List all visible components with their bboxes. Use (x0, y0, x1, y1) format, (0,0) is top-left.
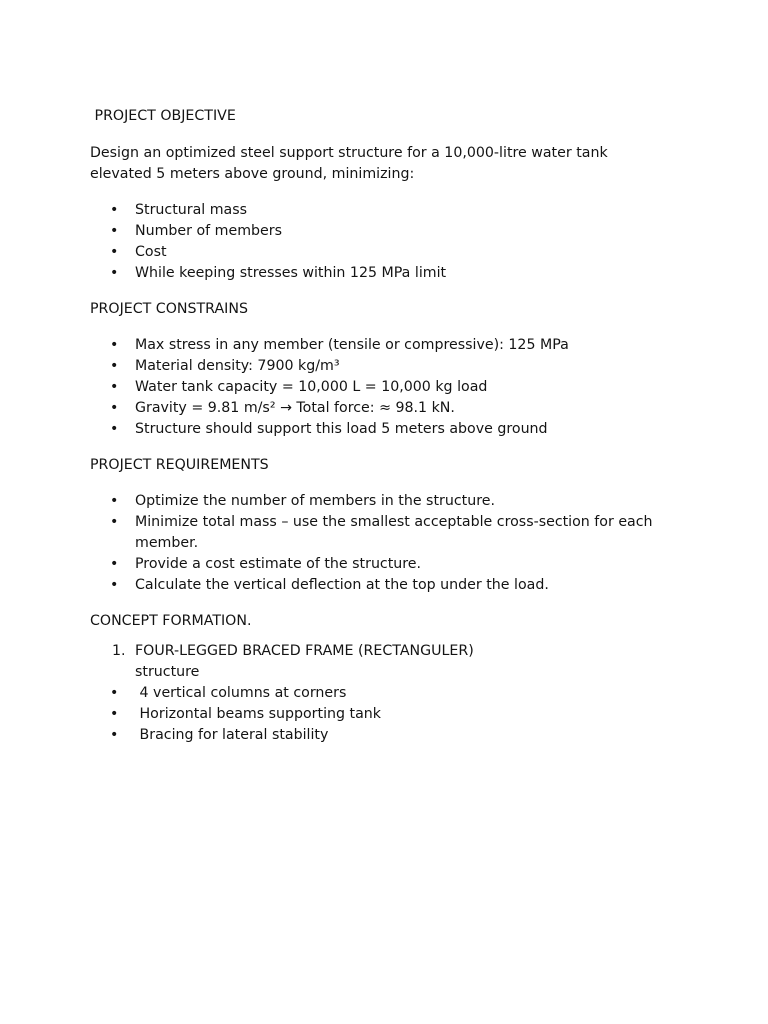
list-item (90, 554, 690, 575)
bullet-icon: • (110, 202, 119, 218)
constrains-heading: PROJECT CONSTRAINS (90, 301, 248, 317)
document-body (90, 106, 690, 746)
bullet-icon: • (110, 400, 119, 416)
list-item (90, 725, 690, 746)
list-item-text: 4 vertical columns at corners (135, 685, 347, 701)
bullet-icon: • (110, 556, 119, 572)
list-item (90, 377, 690, 398)
objective-bullet-list (90, 200, 690, 284)
bullet-icon: • (110, 358, 119, 374)
list-item-text: Provide a cost estimate of the structure. (135, 556, 422, 572)
list-item-text: Cost (135, 244, 167, 260)
list-item-text: Gravity = 9.81 m/s² → Total force: ≈ 98.1 kN. (135, 400, 455, 416)
list-item-text: Material density: 7900 kg/m³ (135, 358, 340, 374)
bullet-icon: • (110, 493, 119, 509)
concept-numbered-list (90, 641, 690, 683)
bullet-icon: • (110, 421, 119, 437)
bullet-icon: • (110, 265, 119, 281)
list-item-text: While keeping stresses within 125 MPa limit (135, 265, 447, 281)
concept-bullet-list (90, 683, 690, 746)
list-item (90, 335, 690, 356)
list-item (90, 200, 690, 221)
bullet-icon: • (110, 223, 119, 239)
bullet-icon: • (110, 514, 119, 530)
list-item (90, 512, 660, 554)
list-item-text: Structure should support this load 5 meters above ground (135, 421, 548, 437)
list-item (90, 704, 690, 725)
list-item (90, 221, 690, 242)
list-item-text: FOUR-LEGGED BRACED FRAME (RECTANGULER) structure (135, 643, 474, 680)
list-item (90, 683, 690, 704)
bullet-icon: • (110, 685, 119, 701)
list-number: 1. (112, 643, 126, 659)
list-item (90, 491, 690, 512)
requirements-heading: PROJECT REQUIREMENTS (90, 457, 269, 473)
list-item-text: Bracing for lateral stability (135, 727, 329, 743)
list-item-text: Structural mass (135, 202, 248, 218)
objective-heading: PROJECT OBJECTIVE (90, 108, 236, 124)
list-item (90, 419, 690, 440)
bullet-icon: • (110, 577, 119, 593)
objective-paragraph: Design an optimized steel support structure for a 10,000-litre water tank elevated 5 meters above ground, minimizing: (90, 145, 608, 182)
bullet-icon: • (110, 244, 119, 260)
list-item (90, 575, 690, 596)
constrains-bullet-list (90, 335, 690, 440)
bullet-icon: • (110, 706, 119, 722)
list-item-text: Minimize total mass – use the smallest acceptable cross-section for each member. (135, 514, 653, 551)
concept-heading: CONCEPT FORMATION. (90, 613, 252, 629)
list-item-text: Optimize the number of members in the structure. (135, 493, 495, 509)
list-item (90, 641, 515, 683)
list-item (90, 242, 690, 263)
bullet-icon: • (110, 337, 119, 353)
list-item-text: Max stress in any member (tensile or compressive): 125 MPa (135, 337, 569, 353)
list-item (90, 356, 690, 377)
list-item (90, 263, 690, 284)
list-item-text: Water tank capacity = 10,000 L = 10,000 kg load (135, 379, 488, 395)
requirements-bullet-list (90, 491, 690, 596)
list-item (90, 398, 690, 419)
list-item-text: Number of members (135, 223, 283, 239)
list-item-text: Calculate the vertical deflection at the top under the load. (135, 577, 549, 593)
bullet-icon: • (110, 727, 119, 743)
bullet-icon: • (110, 379, 119, 395)
list-item-text: Horizontal beams supporting tank (135, 706, 381, 722)
